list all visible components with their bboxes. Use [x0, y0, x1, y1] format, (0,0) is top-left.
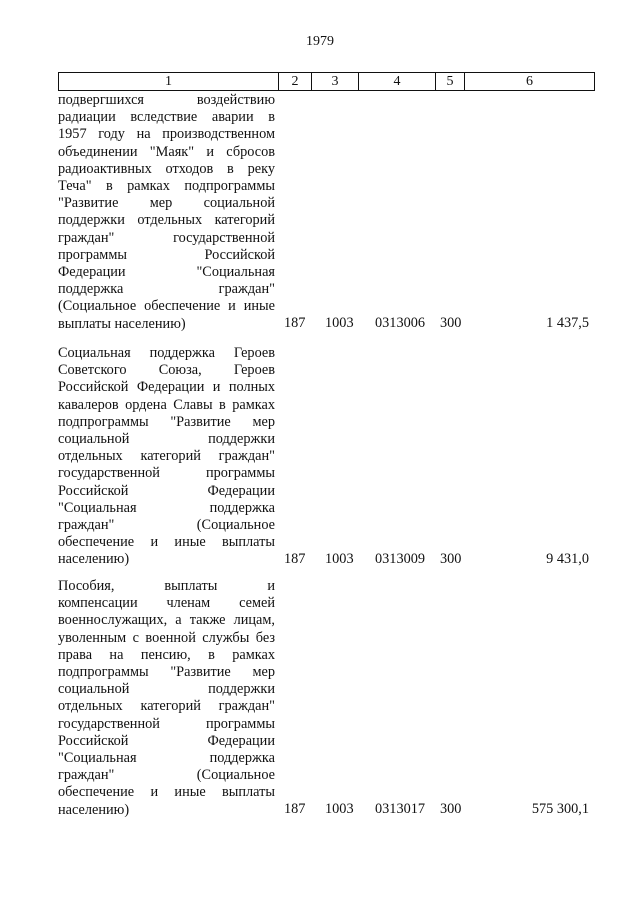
row-code: 187 — [284, 801, 306, 817]
description-line: социальной поддержки — [58, 431, 275, 448]
description-line: объединении "Маяк" и сбросов — [58, 143, 275, 160]
description-line: государственной программы — [58, 715, 275, 732]
description-line: "Социальная поддержка — [58, 750, 275, 767]
description-line: выплаты населению) — [58, 315, 186, 332]
description-line: (Социальное обеспечение и иные — [58, 298, 275, 315]
row-target-article: 0313017 — [375, 801, 426, 817]
description-line: граждан" (Социальное — [58, 767, 275, 784]
description-line: государственной программы — [58, 465, 275, 482]
description-line: подпрограммы "Развитие мер — [58, 664, 275, 681]
description-line: уволенным с военной службы без — [58, 629, 275, 646]
page-number: 1979 — [306, 34, 334, 49]
description-line: подвергшихся воздействию — [58, 92, 275, 108]
description-line: военнослужащих, а также лицам, — [58, 612, 275, 629]
description-line: радиоактивных отходов в реку — [58, 160, 275, 177]
description-line: отдельных категорий граждан" — [58, 698, 275, 715]
row-section: 1003 — [325, 551, 354, 567]
description-line: Теча" в рамках подпрограммы — [58, 178, 275, 195]
description-line: кавалеров ордена Славы в рамках — [58, 396, 275, 413]
column-header-6: 6 — [526, 74, 533, 89]
row-description — [58, 345, 275, 569]
row-amount: 1 437,5 — [546, 315, 589, 331]
table-row — [58, 345, 595, 568]
description-line: социальной поддержки — [58, 681, 275, 698]
row-code: 187 — [284, 551, 306, 567]
column-header-3: 3 — [312, 73, 359, 90]
description-line: права на пенсию, в рамках — [58, 646, 275, 663]
description-line: граждан" (Социальное — [58, 517, 275, 534]
row-description — [58, 92, 275, 333]
row-section: 1003 — [325, 801, 354, 817]
description-line: Российской Федерации — [58, 482, 275, 499]
description-line: поддержки отдельных категорий — [58, 212, 275, 229]
description-line: Федерации "Социальная — [58, 264, 275, 281]
row-expense-type: 300 — [440, 315, 462, 331]
row-expense-type: 300 — [440, 551, 462, 567]
column-header-4: 4 — [359, 73, 436, 90]
description-line: Российской Федерации — [58, 732, 275, 749]
description-line: отдельных категорий граждан" — [58, 448, 275, 465]
row-amount: 575 300,1 — [531, 801, 589, 817]
row-code: 187 — [284, 315, 306, 331]
description-line: компенсации членам семей — [58, 595, 275, 612]
description-line: Российской Федерации и полных — [58, 379, 275, 396]
description-line: обеспечение и иные выплаты — [58, 534, 275, 551]
description-line: Советского Союза, Героев — [58, 362, 275, 379]
row-description — [58, 578, 275, 819]
description-line: населению) — [58, 801, 130, 818]
table-row — [58, 92, 595, 332]
description-line: "Социальная поддержка — [58, 499, 275, 516]
column-header-1: 1 — [59, 73, 279, 90]
row-expense-type: 300 — [440, 801, 462, 817]
description-line: обеспечение и иные выплаты — [58, 784, 275, 801]
description-line: поддержка граждан" — [58, 281, 275, 298]
row-amount: 9 431,0 — [546, 551, 589, 567]
row-target-article: 0313006 — [375, 315, 426, 331]
description-line: Социальная поддержка Героев — [58, 345, 275, 361]
table-row — [58, 578, 595, 818]
description-line: радиации вследствие аварии в — [58, 109, 275, 126]
column-header-2: 2 — [279, 73, 312, 90]
column-header-5: 5 — [436, 73, 465, 90]
table-header — [58, 72, 595, 91]
description-line: 1957 году на производственном — [58, 126, 275, 143]
description-line: "Развитие мер социальной — [58, 195, 275, 212]
description-line: программы Российской — [58, 246, 275, 263]
description-line: граждан" государственной — [58, 229, 275, 246]
row-target-article: 0313009 — [375, 551, 426, 567]
row-section: 1003 — [325, 315, 354, 331]
description-line: населению) — [58, 551, 130, 568]
description-line: Пособия, выплаты и — [58, 578, 275, 594]
description-line: подпрограммы "Развитие мер — [58, 413, 275, 430]
